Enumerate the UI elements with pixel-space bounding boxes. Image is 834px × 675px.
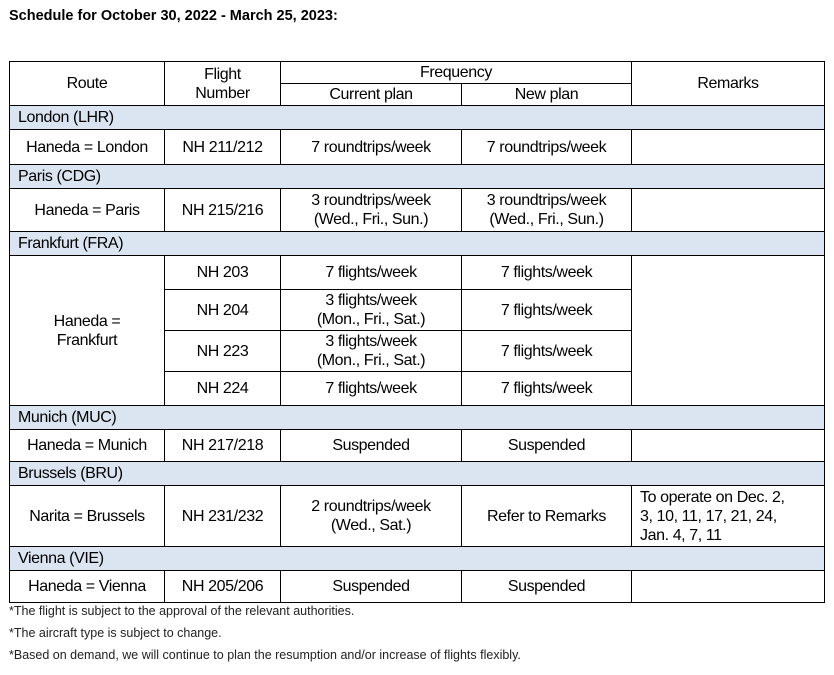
new-plan-cell: 7 roundtrips/week [462, 130, 632, 165]
table-row [10, 486, 825, 547]
current-plan-cell: Suspended [281, 571, 462, 603]
section-paris: Paris (CDG) [10, 165, 825, 189]
new-plan-cell: Suspended [462, 430, 632, 462]
current-plan-cell: 7 roundtrips/week [281, 130, 462, 165]
current-plan-cell [281, 486, 462, 547]
flight-number-cell: NH 205/206 [165, 571, 281, 603]
header-route: Route [10, 62, 165, 106]
section-vienna: Vienna (VIE) [10, 547, 825, 571]
current-plan-line1: 3 flights/week [325, 333, 417, 350]
current-plan-cell: Suspended [281, 430, 462, 462]
new-plan-cell: Suspended [462, 571, 632, 603]
table-row [10, 571, 825, 603]
current-plan-line1: 3 flights/week [325, 292, 417, 309]
flight-number-cell: NH 204 [165, 290, 281, 331]
current-plan-cell [281, 290, 462, 331]
new-plan-cell: 7 flights/week [462, 331, 632, 372]
remarks-line1: To operate on Dec. 2, [640, 488, 785, 506]
current-plan-cell [281, 331, 462, 372]
new-plan-cell [462, 189, 632, 232]
footnote-aircraft: *The aircraft type is subject to change. [9, 626, 222, 640]
current-plan-line2: (Wed., Sat.) [330, 517, 412, 534]
current-plan-cell: 7 flights/week [281, 372, 462, 406]
new-plan-cell: Refer to Remarks [462, 486, 632, 547]
footnote-demand: *Based on demand, we will continue to plan the resumption and/or increase of flights flexibly. [9, 648, 521, 662]
flight-number-cell: NH 224 [165, 372, 281, 406]
route-line2: Frankfurt [56, 331, 118, 349]
new-plan-cell: 7 flights/week [462, 290, 632, 331]
current-plan-line2: (Wed., Fri., Sun.) [313, 211, 429, 228]
remarks-cell [632, 430, 825, 462]
remarks-cell [632, 130, 825, 165]
route-cell: Haneda = Munich [10, 430, 165, 462]
footnotes [9, 603, 521, 669]
remarks-cell [632, 256, 825, 406]
current-plan-line2: (Mon., Fri., Sat.) [316, 311, 426, 328]
new-plan-line2: (Wed., Fri., Sun.) [489, 211, 604, 228]
header-remarks: Remarks [632, 62, 825, 106]
flight-number-cell: NH 203 [165, 256, 281, 290]
new-plan-cell: 7 flights/week [462, 372, 632, 406]
new-plan-line1: 3 roundtrips/week [486, 192, 607, 209]
current-plan-line2: (Mon., Fri., Sat.) [316, 352, 426, 369]
header-flight-number-line2: Number [195, 84, 250, 102]
route-line1: Haneda = [53, 312, 121, 330]
section-frankfurt: Frankfurt (FRA) [10, 232, 825, 256]
header-current-plan: Current plan [281, 84, 462, 106]
flight-number-cell: NH 223 [165, 331, 281, 372]
route-cell: Haneda = Vienna [10, 571, 165, 603]
route-cell: Haneda = Paris [10, 189, 165, 232]
flight-number-cell: NH 231/232 [165, 486, 281, 547]
remarks-cell [632, 571, 825, 603]
footnote-approval: *The flight is subject to the approval of the relevant authorities. [9, 604, 355, 618]
remarks-cell [632, 486, 825, 547]
flight-schedule-table [9, 61, 825, 603]
section-london: London (LHR) [10, 106, 825, 130]
header-new-plan: New plan [462, 84, 632, 106]
current-plan-line1: 2 roundtrips/week [311, 498, 431, 515]
flight-number-cell: NH 217/218 [165, 430, 281, 462]
header-flight-number-line1: Flight [204, 65, 241, 83]
current-plan-cell: 7 flights/week [281, 256, 462, 290]
table-row [10, 189, 825, 232]
section-brussels: Brussels (BRU) [10, 462, 825, 486]
new-plan-cell: 7 flights/week [462, 256, 632, 290]
header-flight-number [165, 62, 281, 106]
flight-number-cell: NH 211/212 [165, 130, 281, 165]
section-munich: Munich (MUC) [10, 406, 825, 430]
remarks-line2: 3, 10, 11, 17, 21, 24, [640, 507, 777, 525]
page-title: Schedule for October 30, 2022 - March 25, 2023: [9, 8, 338, 24]
current-plan-line1: 3 roundtrips/week [311, 192, 431, 209]
table-row [10, 430, 825, 462]
remarks-cell [632, 189, 825, 232]
table-row [10, 130, 825, 165]
remarks-line3: Jan. 4, 7, 11 [640, 526, 722, 544]
route-cell: Haneda = London [10, 130, 165, 165]
flight-number-cell: NH 215/216 [165, 189, 281, 232]
header-frequency: Frequency [281, 62, 632, 84]
table-row [10, 256, 825, 290]
route-cell [10, 256, 165, 406]
current-plan-cell [281, 189, 462, 232]
route-cell: Narita = Brussels [10, 486, 165, 547]
